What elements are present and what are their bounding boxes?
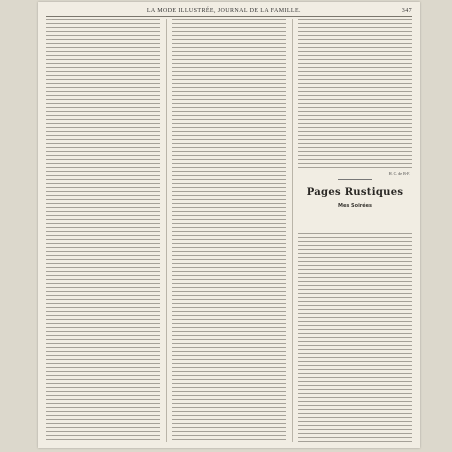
author-signature: H. C. de B-F. xyxy=(388,171,410,176)
magazine-page xyxy=(38,2,420,448)
journal-title: LA MODE ILLUSTRÉE, JOURNAL DE LA FAMILLE. xyxy=(146,7,301,14)
section-subtitle: Mes Soirées xyxy=(337,203,373,209)
section-divider xyxy=(338,179,372,180)
text-column-3 xyxy=(298,19,412,442)
column-divider xyxy=(292,19,293,442)
body-text-lines xyxy=(172,19,286,442)
page-number: 347 xyxy=(401,7,412,14)
section-title: Pages Rustiques xyxy=(306,187,404,198)
column-divider xyxy=(166,19,167,442)
page-header xyxy=(46,6,412,15)
text-column-1 xyxy=(46,19,160,442)
body-text-lines xyxy=(298,233,412,442)
text-column-2 xyxy=(172,19,286,442)
body-text-lines xyxy=(298,19,412,169)
header-rule xyxy=(46,16,412,17)
body-text-lines xyxy=(46,19,160,442)
